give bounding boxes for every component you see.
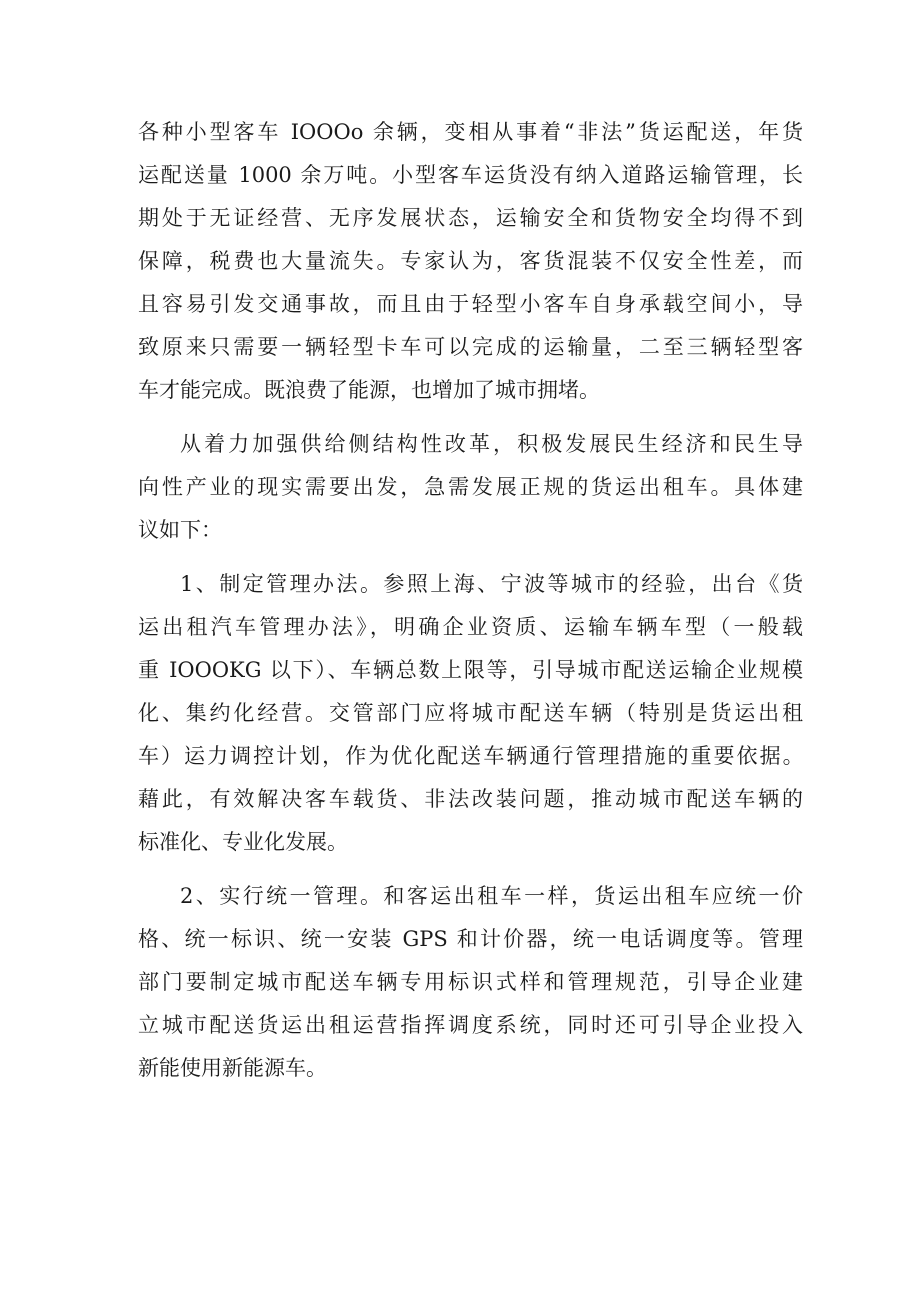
text-line: 藉此，有效解决客车载货、非法改装问题，推动城市配送车辆的 xyxy=(138,787,803,811)
text-line: 运出租汽车管理办法》，明确企业资质、运输车辆车型（一般载 xyxy=(138,615,803,639)
paragraph-4 xyxy=(138,875,803,1090)
paragraph-3 xyxy=(138,563,803,864)
text-line: 新能使用新能源车。 xyxy=(138,1056,327,1080)
text-line: 2、实行统一管理。和客运出租车一样，货运出租车应统一价 xyxy=(180,884,803,908)
text-line: 运配送量 1000 余万吨。小型客车运货没有纳入道路运输管理，长 xyxy=(138,163,803,187)
text-line: 向性产业的现实需要出发，急需发展正规的货运出租车。具体建 xyxy=(138,475,803,499)
document-body xyxy=(138,111,803,1090)
text-line: 各种小型客车 IOOOo 余辆，变相从事着“非法”货运配送，年货 xyxy=(138,120,803,144)
text-line: 标准化、专业化发展。 xyxy=(138,830,348,854)
text-line: 立城市配送货运出租运营指挥调度系统，同时还可引导企业投入 xyxy=(138,1013,803,1037)
text-line: 且容易引发交通事故，而且由于轻型小客车自身承载空间小，导 xyxy=(138,292,803,316)
text-line: 致原来只需要一辆轻型卡车可以完成的运输量，二至三辆轻型客 xyxy=(138,335,803,359)
text-line: 1、制定管理办法。参照上海、宁波等城市的经验，出台《货 xyxy=(180,572,803,596)
text-line: 从着力加强供给侧结构性改革，积极发展民生经济和民生导 xyxy=(180,432,803,456)
paragraph-1 xyxy=(138,111,803,412)
text-line: 重 IOOOKG 以下）、车辆总数上限等，引导城市配送运输企业规模 xyxy=(138,658,803,682)
text-line: 车才能完成。既浪费了能源，也增加了城市拥堵。 xyxy=(138,378,600,402)
text-line: 格、统一标识、统一安装 GPS 和计价器，统一电话调度等。管理 xyxy=(138,927,803,951)
paragraph-2 xyxy=(138,423,803,552)
text-line: 化、集约化经营。交管部门应将城市配送车辆（特别是货运出租 xyxy=(138,701,803,725)
text-line: 部门要制定城市配送车辆专用标识式样和管理规范，引导企业建 xyxy=(138,970,803,994)
text-line: 议如下： xyxy=(138,518,222,542)
text-line: 车）运力调控计划，作为优化配送车辆通行管理措施的重要依据。 xyxy=(138,744,803,768)
text-line: 期处于无证经营、无序发展状态，运输安全和货物安全均得不到 xyxy=(138,206,803,230)
text-line: 保障，税费也大量流失。专家认为，客货混装不仅安全性差，而 xyxy=(138,249,803,273)
